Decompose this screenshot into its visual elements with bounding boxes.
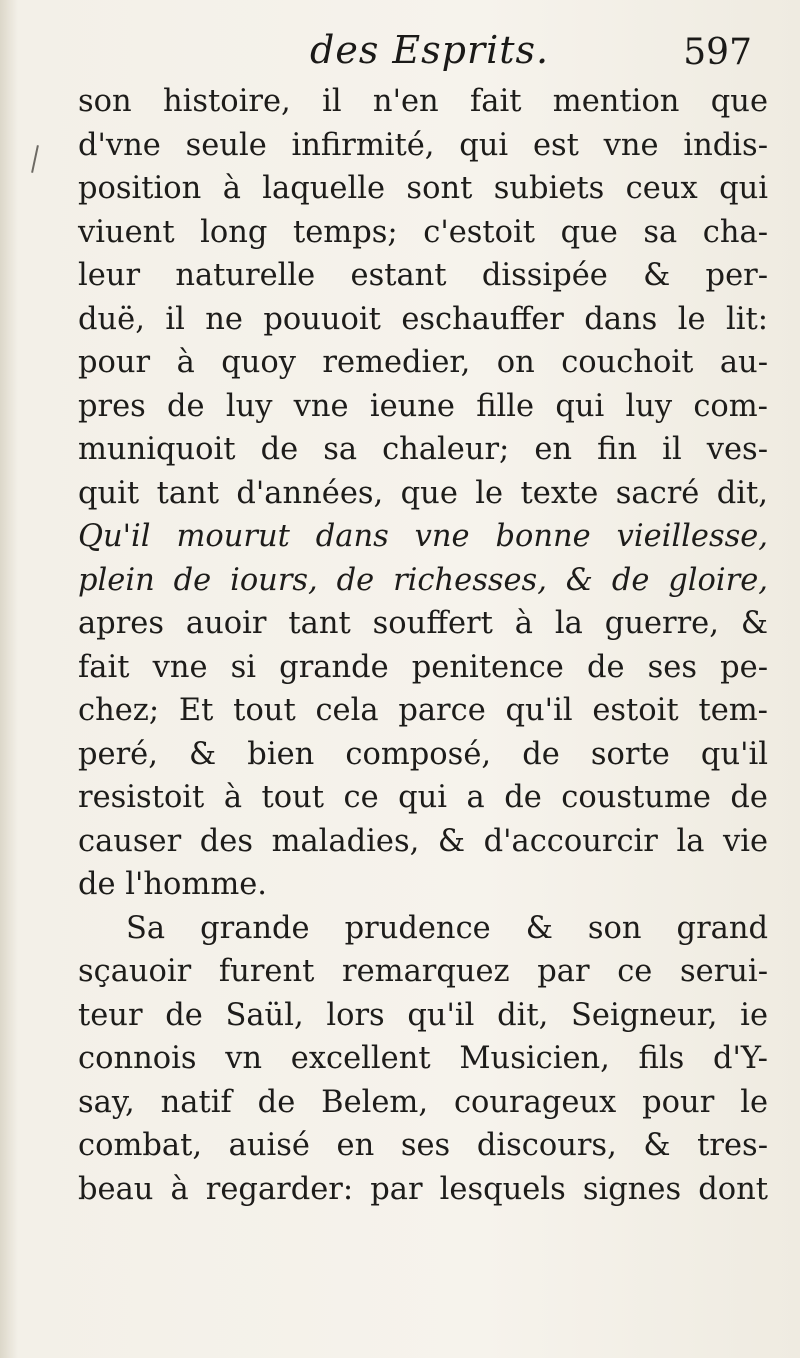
body-text: [78, 80, 768, 1211]
text-line: fait vne si grande penitence de ses pe-: [78, 649, 768, 685]
margin-mark: [31, 145, 39, 173]
page-header: [60, 28, 760, 84]
text-line: teur de Saül, lors qu'il dit, Seigneur, ie: [78, 997, 768, 1033]
text-line: son histoire, il n'en fait mention que: [78, 84, 768, 119]
text-line: peré, & bien composé, de sorte qu'il: [78, 736, 768, 772]
text-line: causer des maladies, & d'accourcir la vie: [78, 823, 768, 859]
quotation-line: Qu'il mourut dans vne bonne vieillesse,: [78, 519, 768, 554]
text-line: d'vne seule infirmité, qui est vne indis-: [78, 127, 768, 163]
text-line: say, natif de Belem, courageux pour le: [78, 1084, 768, 1120]
text-line: quit tant d'années, que le texte sacré dit,: [78, 475, 768, 511]
running-title: des Esprits.: [310, 28, 550, 72]
text-line: apres auoir tant souffert à la guerre, &: [78, 606, 768, 641]
text-line: muniquoit de sa chaleur; en fin il ves-: [78, 432, 768, 467]
text-line: resistoit à tout ce qui a de coustume de: [78, 780, 768, 815]
paragraph-start-line: Sa grande prudence & son grand: [126, 910, 768, 946]
text-line: duë, il ne pouuoit eschauffer dans le lit:: [78, 301, 768, 337]
text-line: pour à quoy remedier, on couchoit au-: [78, 345, 768, 380]
text-line: leur naturelle estant dissipée & per-: [78, 258, 768, 293]
text-line: pres de luy vne ieune fille qui luy com-: [78, 388, 768, 424]
text-line: viuent long temps; c'estoit que sa cha-: [78, 214, 768, 250]
text-line: chez; Et tout cela parce qu'il estoit tem-: [78, 693, 768, 728]
text-line: connois vn excellent Musicien, fils d'Y-: [78, 1041, 768, 1076]
text-line: combat, auisé en ses discours, & tres-: [78, 1128, 768, 1163]
text-line: position à laquelle sont subiets ceux qui: [78, 171, 768, 206]
text-line: beau à regarder: par lesquels signes dont: [78, 1171, 768, 1207]
text-line: sçauoir furent remarquez par ce serui-: [78, 954, 768, 989]
page-number: 597: [683, 32, 752, 73]
quotation-line: plein de iours, de richesses, & de gloire,: [78, 562, 768, 598]
paragraph-end-line: de l'homme.: [78, 867, 268, 902]
